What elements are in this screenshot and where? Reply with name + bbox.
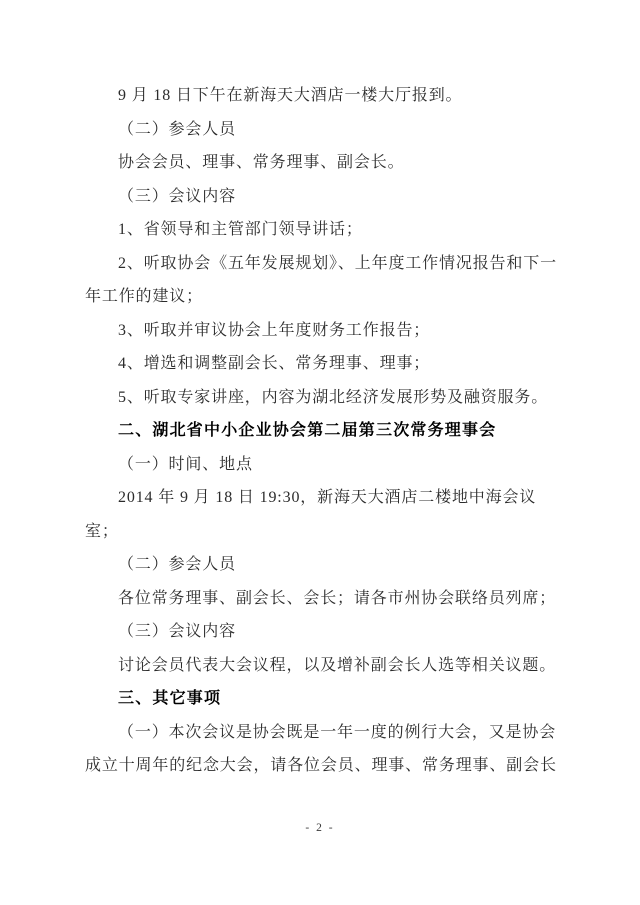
text-line: （一）时间、地点 <box>118 455 253 473</box>
list-item-line: 3、听取并审议协会上年度财务工作报告； <box>118 321 431 339</box>
text-line: （二）参会人员 <box>118 556 236 573</box>
text-line: 2014 年 9 月 18 日 19:30，新海天大酒店二楼地中海会议 <box>118 489 537 506</box>
section-heading: 二、湖北省中小企业协会第二届第三次常务理事会 <box>118 422 497 439</box>
page-number: - 2 - <box>305 822 335 834</box>
text-line: 成立十周年的纪念大会，请各位会员、理事、常务理事、副会长 <box>85 757 557 774</box>
text-line: 年工作的建议； <box>85 288 203 305</box>
list-item-line: 5、听取专家讲座，内容为湖北经济发展形势及融资服务。 <box>118 388 549 406</box>
list-item-line: 2、听取协会《五年发展规划》、上年度工作情况报告和下一 <box>118 254 557 272</box>
text-line: 室； <box>85 522 119 540</box>
section-heading: 三、其它事项 <box>118 690 222 707</box>
text-line: （一）本次会议是协会既是一年一度的例行大会，又是协会 <box>118 723 557 741</box>
text-line: 9 月 18 日下午在新海天大酒店一楼大厅报到。 <box>118 87 463 104</box>
list-item-line: 4、增选和调整副会长、常务理事、理事； <box>118 355 431 372</box>
text-line: （三）会议内容 <box>118 623 236 640</box>
text-line: （三）会议内容 <box>118 187 236 205</box>
list-item-line: 1、省领导和主管部门领导讲话； <box>118 221 363 238</box>
text-line: 各位常务理事、副会长、会长；请各市州协会联络员列席； <box>118 589 557 607</box>
text-line: （二）参会人员 <box>118 120 236 138</box>
document-content <box>85 79 557 783</box>
text-line: 协会会员、理事、常务理事、副会长。 <box>118 154 405 171</box>
text-line: 讨论会员代表大会议程，以及增补副会长人选等相关议题。 <box>118 656 557 674</box>
